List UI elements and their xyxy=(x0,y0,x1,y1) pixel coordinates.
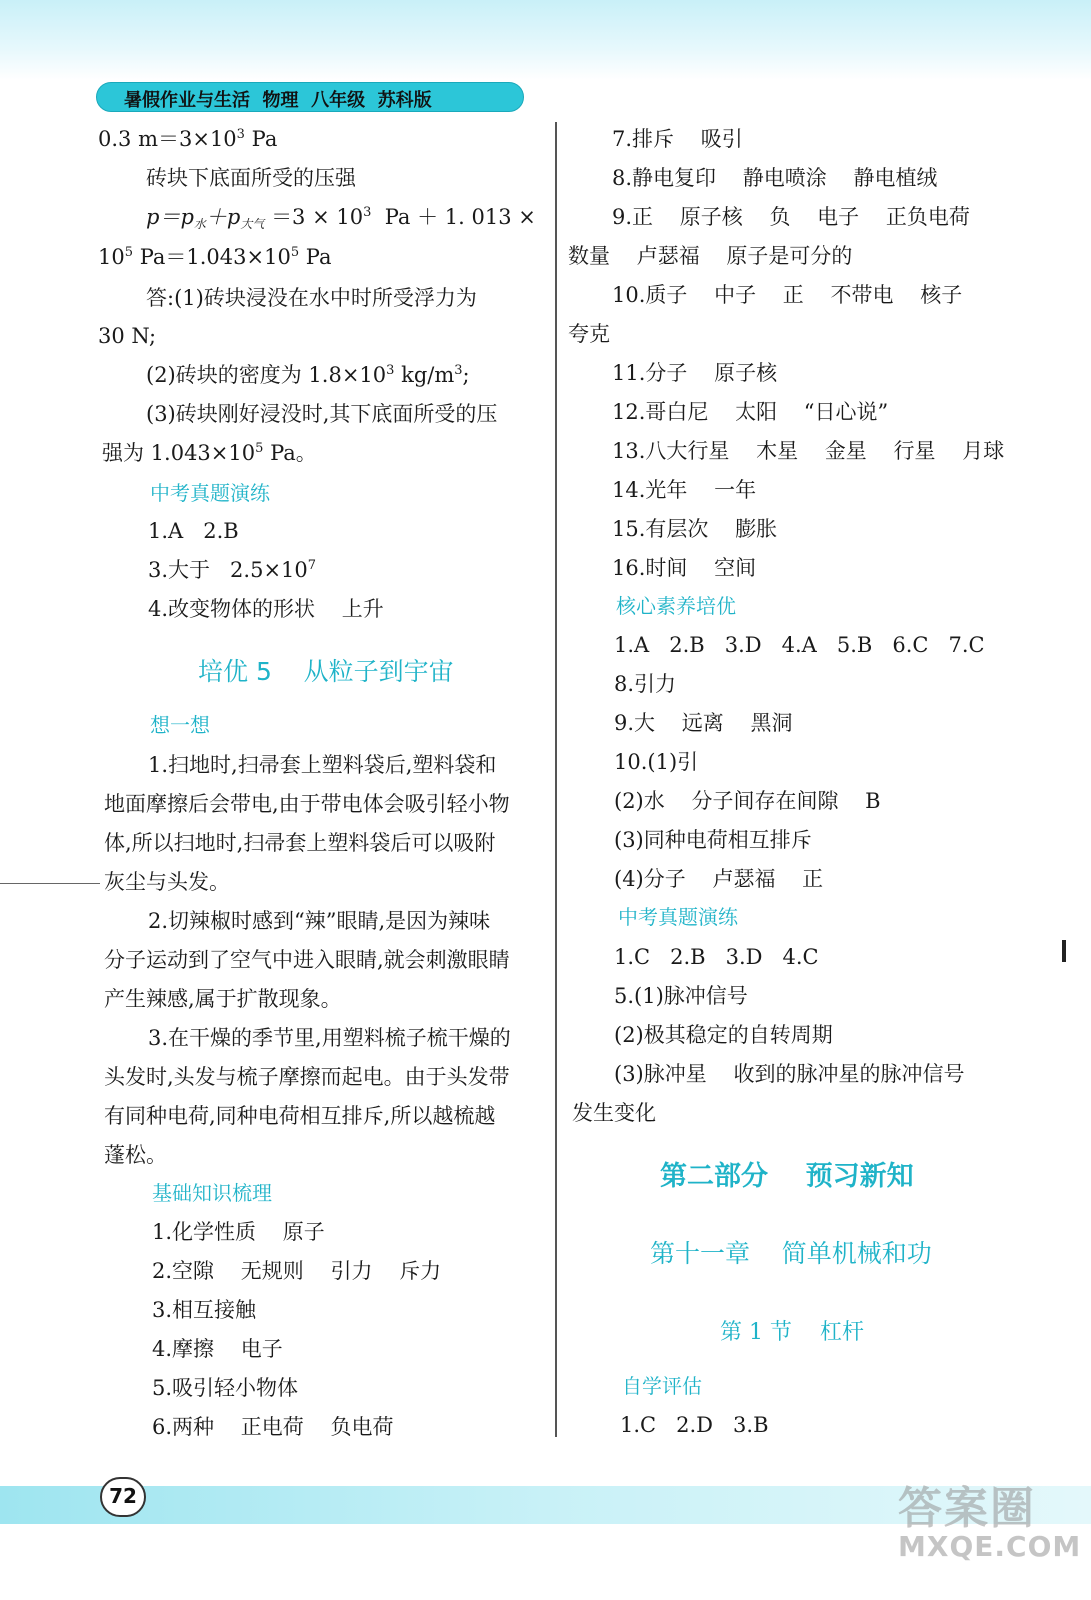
answer-line: 5.吸引轻小物体 xyxy=(152,1376,299,1400)
answer-line: 4.摩擦 电子 xyxy=(152,1337,283,1361)
text-line: (2)砖块的密度为 $1.8\times 10^3$ $kg/m^3$; xyxy=(146,363,470,387)
answer-line: 16.时间 空间 xyxy=(612,556,757,580)
top-decor-band xyxy=(0,0,1091,80)
text-line: 体,所以扫地时,扫帚套上塑料袋后可以吸附 xyxy=(104,831,496,855)
section-heading: 核心素养培优 xyxy=(616,594,736,618)
text-line: 头发时,头发与梳子摩擦而起电。由于头发带 xyxy=(104,1065,510,1089)
watermark-url: MXQE.COM xyxy=(898,1530,1082,1563)
answer-line: (2)水 分子间存在间隙 B xyxy=(614,789,881,813)
answer-line: (3)脉冲星 收到的脉冲星的脉冲信号 xyxy=(614,1062,965,1086)
answer-line: 15.有层次 膨胀 xyxy=(612,517,778,541)
answer-line: 14.光年 一年 xyxy=(612,478,757,502)
watermark-logo: 答案圈 xyxy=(898,1483,1036,1534)
formula-line: 0.3 $m=3\times 10^3$ Pa xyxy=(98,127,278,151)
text-line: 1.扫地时,扫帚套上塑料袋后,塑料袋和 xyxy=(148,753,497,777)
text-line: 答:(1)砖块浸没在水中时所受浮力为 xyxy=(146,286,477,310)
answer-line: 2.空隙 无规则 引力 斥力 xyxy=(152,1259,442,1283)
answer-line: 8.引力 xyxy=(614,672,677,696)
answer-line: 3.大于 $2.5\times 10^7$ xyxy=(148,558,317,582)
book-title-header: 暑假作业与生活 物理 八年级 苏科版 xyxy=(124,90,432,111)
text-line: 30 N; xyxy=(98,324,157,348)
answer-line: 3.相互接触 xyxy=(152,1298,257,1322)
section-heading: 自学评估 xyxy=(622,1374,702,1398)
answer-line: 12.哥白尼 太阳 “日心说” xyxy=(612,400,889,424)
answer-line: 5.(1)脉冲信号 xyxy=(614,984,748,1008)
answer-line: 10.(1)引 xyxy=(614,750,699,774)
section-heading: 基础知识梳理 xyxy=(152,1181,272,1205)
answer-line: 数量 卢瑟福 原子是可分的 xyxy=(568,244,853,268)
section-heading: 中考真题演练 xyxy=(618,905,738,929)
chapter-title: 培优 5 从粒子到宇宙 xyxy=(198,657,454,686)
answer-line: 4.改变物体的形状 上升 xyxy=(148,597,384,621)
answer-line: 13.八大行星 木星 金星 行星 月球 xyxy=(612,439,1005,463)
text-line: 地面摩擦后会带电,由于带电体会吸引轻小物 xyxy=(104,792,510,816)
answer-line: 10.质子 中子 正 不带电 核子 xyxy=(612,283,963,307)
answer-line: 发生变化 xyxy=(572,1101,656,1125)
answer-line: 1.化学性质 原子 xyxy=(152,1220,325,1244)
answer-line: 1.A 2.B xyxy=(148,519,239,543)
page-number: 72 xyxy=(109,1484,137,1508)
answer-line: 11.分子 原子核 xyxy=(612,361,778,385)
text-line: 灰尘与头发。 xyxy=(104,870,230,894)
section-heading: 中考真题演练 xyxy=(150,481,270,505)
formula-line: $10^5$ $Pa=1.043\times 10^5$ Pa xyxy=(98,245,332,269)
formula-line: $p=p_水+p_{大气} =3 \times 10^3$ Pa ＋ 1. 013 × xyxy=(146,205,536,231)
chapter-title: 第十一章 简单机械和功 xyxy=(650,1239,932,1268)
column-divider xyxy=(555,122,557,1437)
text-line: (3)砖块刚好浸没时,其下底面所受的压 xyxy=(146,402,498,426)
answer-line: 夸克 xyxy=(568,322,610,346)
text-line: 2.切辣椒时感到“辣”眼睛,是因为辣味 xyxy=(148,909,491,933)
text-line: 分子运动到了空气中进入眼睛,就会刺激眼睛 xyxy=(104,948,510,972)
margin-rule xyxy=(0,883,100,884)
section-title: 第 1 节 杠杆 xyxy=(720,1320,864,1345)
answer-line: 1.C 2.D 3.B xyxy=(620,1413,769,1437)
section-heading: 想一想 xyxy=(150,713,210,737)
answer-line: 1.A 2.B 3.D 4.A 5.B 6.C 7.C xyxy=(614,633,985,657)
part-title: 第二部分 预习新知 xyxy=(660,1161,914,1192)
text-line: 有同种电荷,同种电荷相互排斥,所以越梳越 xyxy=(104,1104,496,1128)
answer-line: 9.大 远离 黑洞 xyxy=(614,711,793,735)
text-line: 砖块下底面所受的压强 xyxy=(146,166,356,190)
answer-line: 1.C 2.B 3.D 4.C xyxy=(614,945,819,969)
answer-line: (2)极其稳定的自转周期 xyxy=(614,1023,833,1047)
answer-line: 6.两种 正电荷 负电荷 xyxy=(152,1415,394,1439)
answer-line: 9.正 原子核 负 电子 正负电荷 xyxy=(612,205,970,229)
edge-mark xyxy=(1062,940,1066,962)
text-line: 3.在干燥的季节里,用塑料梳子梳干燥的 xyxy=(148,1026,511,1050)
text-line: 强为 $1.043\times 10^5$ Pa。 xyxy=(102,441,317,465)
answer-line: (4)分子 卢瑟福 正 xyxy=(614,867,824,891)
answer-line: 8.静电复印 静电喷涂 静电植绒 xyxy=(612,166,938,190)
answer-line: 7.排斥 吸引 xyxy=(612,127,743,151)
text-line: 蓬松。 xyxy=(104,1143,167,1167)
text-line: 产生辣感,属于扩散现象。 xyxy=(104,987,342,1011)
answer-line: (3)同种电荷相互排斥 xyxy=(614,828,812,852)
